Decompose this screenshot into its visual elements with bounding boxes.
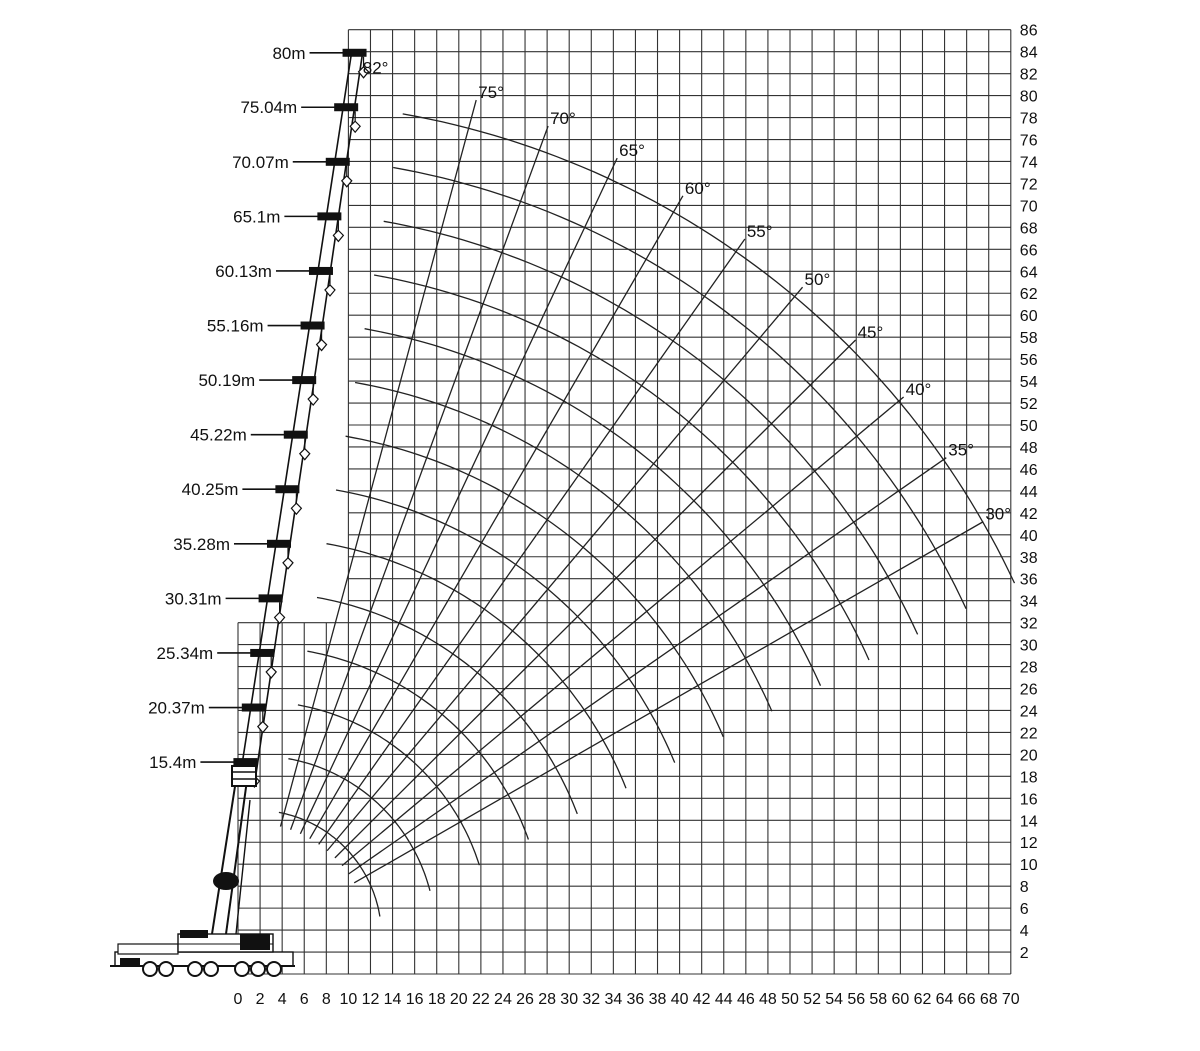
y-tick-label: 78 <box>1019 110 1038 128</box>
boom-angle-label: 82° <box>362 58 389 78</box>
y-tick-label: 6 <box>1019 901 1029 919</box>
y-tick-label: 32 <box>1019 615 1038 633</box>
truck-carrier <box>110 930 295 966</box>
x-tick-label: 64 <box>935 991 954 1008</box>
x-tick-label: 2 <box>255 991 265 1008</box>
boom-length-label: 40.25m <box>181 480 239 500</box>
x-tick-label: 32 <box>582 991 601 1008</box>
y-tick-label: 26 <box>1019 681 1038 699</box>
boom-angle-label: 35° <box>948 440 975 460</box>
boom-base-structure <box>212 766 256 934</box>
x-tick-label: 36 <box>626 991 645 1008</box>
boom-angle-ray <box>280 100 476 827</box>
boom-length-label: 55.16m <box>206 316 264 336</box>
y-tick-label: 38 <box>1019 549 1038 567</box>
x-tick-label: 16 <box>405 991 424 1008</box>
y-tick-label: 34 <box>1019 593 1038 611</box>
y-tick-label: 44 <box>1019 483 1038 501</box>
boom-angle-label: 45° <box>857 322 884 342</box>
boom-angle-ray <box>319 239 745 844</box>
y-tick-label: 18 <box>1019 769 1038 787</box>
x-tick-label: 14 <box>383 991 402 1008</box>
y-tick-label: 20 <box>1019 747 1038 765</box>
y-tick-label: 22 <box>1019 725 1038 743</box>
y-tick-label: 62 <box>1019 286 1038 304</box>
y-tick-label: 50 <box>1019 418 1038 435</box>
boom-angle-ray <box>335 340 856 858</box>
x-tick-label: 54 <box>825 991 844 1008</box>
x-tick-label: 56 <box>847 991 866 1008</box>
x-tick-label: 38 <box>648 991 667 1008</box>
hook-icon <box>275 612 285 623</box>
boom-length-label: 30.31m <box>164 589 222 609</box>
crane-truck <box>110 766 295 976</box>
boom-length-label: 80m <box>272 43 306 63</box>
x-tick-label: 60 <box>891 991 910 1008</box>
y-tick-label: 66 <box>1019 242 1038 260</box>
x-tick-label: 8 <box>321 991 331 1008</box>
x-tick-label: 50 <box>781 991 799 1008</box>
hook-icon <box>266 667 276 678</box>
y-tick-label: 86 <box>1019 22 1038 40</box>
y-tick-label: 80 <box>1019 88 1038 106</box>
boom-angle-ray <box>327 287 802 851</box>
boom-angle-label: 75° <box>478 83 504 103</box>
boom-length-arc <box>317 598 577 814</box>
boom-length-label: 20.37m <box>148 698 205 718</box>
x-tick-label: 52 <box>803 991 821 1008</box>
x-tick-label: 4 <box>277 991 287 1008</box>
boom-angle-label: 30° <box>985 504 1012 524</box>
x-tick-label: 34 <box>604 991 623 1008</box>
hook-icon <box>283 558 293 569</box>
y-tick-label: 36 <box>1019 571 1038 589</box>
x-tick-label: 68 <box>979 991 998 1008</box>
y-tick-label: 70 <box>1019 198 1038 216</box>
y-tick-label: 16 <box>1019 791 1038 809</box>
y-tick-label: 76 <box>1019 132 1038 150</box>
boom-length-label: 65.1m <box>233 207 281 227</box>
x-tick-label: 20 <box>449 991 468 1008</box>
x-tick-label: 48 <box>759 991 777 1008</box>
boom-angle-label: 65° <box>619 141 645 161</box>
boom-length-arc <box>374 275 869 660</box>
boom-angle-label: 55° <box>746 222 773 242</box>
x-tick-label: 24 <box>494 991 512 1008</box>
hook-icon <box>258 722 268 733</box>
grid <box>238 30 1011 974</box>
boom-length-arc <box>298 705 480 865</box>
x-tick-label: 66 <box>957 991 976 1008</box>
boom-length-arc <box>336 490 675 763</box>
y-tick-label: 4 <box>1019 923 1029 941</box>
boom-angle-ray <box>291 126 549 830</box>
boom-length-label: 15.4m <box>149 753 197 773</box>
y-tick-label: 84 <box>1019 44 1038 62</box>
boom-angle-label: 50° <box>804 270 831 290</box>
boom-angle-label: 40° <box>905 379 932 399</box>
y-tick-label: 52 <box>1019 396 1038 414</box>
boom-length-arc <box>346 436 724 737</box>
x-tick-label: 10 <box>339 991 358 1008</box>
y-tick-label: 46 <box>1019 461 1038 479</box>
y-tick-label: 8 <box>1019 879 1029 897</box>
boom-angle-label: 70° <box>550 109 576 129</box>
x-tick-label: 0 <box>233 991 243 1008</box>
x-tick-label: 58 <box>869 991 888 1008</box>
y-tick-label: 42 <box>1019 505 1038 523</box>
y-tick-label: 12 <box>1019 835 1038 853</box>
x-tick-label: 6 <box>299 991 309 1008</box>
y-tick-label: 54 <box>1019 374 1038 392</box>
y-tick-label: 68 <box>1019 220 1038 238</box>
y-tick-label: 60 <box>1019 308 1038 326</box>
boom-angle-ray <box>310 196 683 839</box>
y-tick-label: 74 <box>1019 154 1038 172</box>
x-tick-label: 40 <box>670 991 689 1008</box>
x-tick-label: 26 <box>516 991 534 1008</box>
boom-length-arc <box>307 651 528 839</box>
x-tick-label: 30 <box>560 991 579 1008</box>
boom-length-arc <box>355 383 772 712</box>
x-tick-label: 12 <box>361 991 380 1008</box>
boom-length-label: 75.04m <box>240 98 298 118</box>
boom-length-label: 45.22m <box>190 425 247 445</box>
y-tick-label: 14 <box>1019 813 1038 831</box>
x-tick-label: 18 <box>427 991 446 1008</box>
truck-wheels <box>143 962 281 976</box>
y-tick-label: 82 <box>1019 66 1038 84</box>
x-tick-label: 70 <box>1001 991 1020 1008</box>
x-tick-label: 44 <box>714 991 733 1008</box>
y-tick-label: 72 <box>1019 176 1038 194</box>
y-tick-label: 28 <box>1019 659 1038 677</box>
x-tick-label: 46 <box>736 991 755 1008</box>
boom-length-label: 60.13m <box>215 261 272 281</box>
boom-length-label: 25.34m <box>156 643 214 663</box>
hook-icon <box>291 503 301 514</box>
boom-length-label: 50.19m <box>198 371 256 391</box>
y-tick-label: 24 <box>1019 703 1038 721</box>
x-tick-label: 62 <box>913 991 932 1008</box>
boom-angle-ray <box>342 397 904 866</box>
x-tick-label: 22 <box>471 991 490 1008</box>
boom-length-label: 35.28m <box>173 534 230 554</box>
x-tick-label: 42 <box>692 991 711 1008</box>
hook-icon <box>308 394 318 405</box>
y-tick-label: 48 <box>1019 439 1038 457</box>
boom-length-arcs <box>279 114 1015 917</box>
boom-length-label: 70.07m <box>232 152 289 172</box>
y-tick-label: 2 <box>1019 945 1029 963</box>
y-tick-label: 56 <box>1019 352 1038 370</box>
boom-angle-label: 60° <box>684 178 711 198</box>
boom-angle-ray <box>354 522 983 883</box>
hook-icon <box>300 449 310 460</box>
y-tick-label: 64 <box>1019 264 1038 282</box>
y-tick-label: 58 <box>1019 330 1038 348</box>
x-tick-label: 28 <box>538 991 557 1008</box>
y-tick-label: 10 <box>1019 857 1038 875</box>
y-tick-label: 40 <box>1019 527 1038 545</box>
y-tick-label: 30 <box>1019 637 1038 655</box>
